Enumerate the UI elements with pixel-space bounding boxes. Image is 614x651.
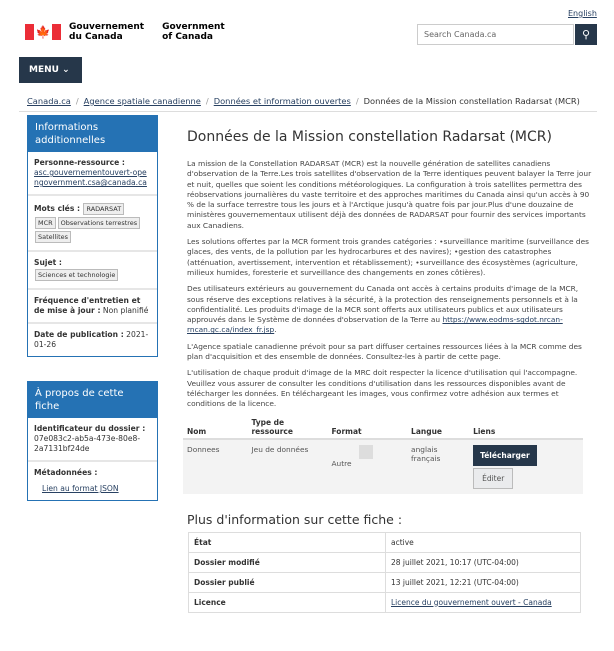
breadcrumb-current: Données de la Mission constellation Radarsat (MCR): [363, 96, 580, 106]
language-toggle-link[interactable]: English: [568, 9, 597, 18]
col-header: Format: [327, 416, 407, 439]
pubdate-label: Date de publication :: [34, 330, 124, 339]
resource-format: Autre: [327, 439, 407, 494]
record-id: 07e083c2-ab5a-473e-80e8-2a7131bf24de: [34, 434, 141, 453]
keyword-tag[interactable]: RADARSAT: [83, 203, 124, 215]
col-header: Liens: [469, 416, 583, 439]
keywords-label: Mots clés :: [34, 204, 81, 213]
resource-type: Jeu de données: [247, 439, 327, 494]
eodms-link[interactable]: https://www.eodms-sgdot.nrcan-rncan.gc.ca/index_fr.jsp: [187, 315, 563, 335]
breadcrumb-canada[interactable]: Canada.ca: [27, 96, 71, 106]
search-input[interactable]: Search Canada.ca: [417, 24, 574, 45]
table-row: Licence Licence du gouvernement ouvert - Canada: [189, 592, 581, 612]
table-row: État active: [189, 532, 581, 552]
panel-title: À propos de cette fiche: [28, 382, 157, 418]
contact-label: Personne-ressource :: [34, 158, 125, 167]
table-row: Dossier publié 13 juillet 2021, 12:21 (UTC-04:00): [189, 572, 581, 592]
paragraph: L'utilisation de chaque produit d'image de la MRC doit respecter la licence d'utilisation qui l'accompagne. Veuillez vous assurer de consulter les conditions d'utilisation dans les ressources disponibles avant de télécharger les données. En téléchargeant les images, vous confirmez votre adhésion aux termes et conditions de la licence.: [187, 368, 578, 409]
menu-label: MENU: [29, 65, 59, 75]
menu-button[interactable]: [19, 57, 82, 83]
signature-en: Government of Canada: [162, 22, 225, 42]
canada-flag-icon: 🍁: [25, 24, 61, 40]
keyword-tag[interactable]: Observations terrestres: [58, 217, 141, 229]
paragraph: L'Agence spatiale canadienne prévoit pour sa part diffuser certaines ressources liées à la MCR comme des plan d'acquisition et des ensemble de données. Consultez-les à partir de cette page.: [187, 341, 582, 362]
about-record-panel: [27, 381, 158, 501]
search-icon: ⚲: [581, 28, 591, 41]
additional-info-panel: [27, 115, 158, 357]
resource-name: Donnees: [183, 439, 247, 494]
resource-language: anglais français: [407, 439, 469, 494]
col-header: Langue: [407, 416, 469, 439]
pubdate-value: 2021-01-26: [34, 330, 149, 349]
file-icon: [359, 445, 373, 459]
metadata-label: Métadonnées :: [34, 468, 98, 477]
table-row: Dossier modifié 28 juillet 2021, 10:17 (UTC-04:00): [189, 552, 581, 572]
search-button[interactable]: [575, 24, 597, 45]
divider: [19, 111, 597, 112]
frequency-label: Fréquence d'entretien et de mise à jour :: [34, 296, 141, 315]
id-label: Identificateur du dossier :: [34, 424, 146, 433]
json-link[interactable]: Lien au format JSON: [42, 484, 119, 493]
subject-tag[interactable]: Sciences et technologie: [35, 269, 118, 281]
keyword-tag[interactable]: MCR: [35, 217, 56, 229]
gc-signature[interactable]: [25, 22, 235, 42]
frequency-value: Non planifié: [102, 306, 149, 315]
keyword-tag[interactable]: Satellites: [35, 231, 71, 243]
subject-label: Sujet :: [34, 258, 62, 267]
breadcrumb-open-data[interactable]: Données et information ouvertes: [213, 96, 351, 106]
page-title: Données de la Mission constellation Radarsat (MCR): [187, 129, 552, 145]
breadcrumb: Canada.ca / Agence spatiale canadienne / Données et information ouvertes / Données de la Mission constellation Radarsat (MCR): [27, 96, 580, 106]
record-info-table: [188, 532, 581, 613]
col-header: Type de ressource: [247, 416, 327, 439]
col-header: Nom: [183, 416, 247, 439]
table-row: [183, 439, 583, 494]
panel-title: Informations additionnelles: [28, 116, 157, 152]
paragraph: La mission de la Constellation RADARSAT (MCR) est la nouvelle génération de satellites canadiens d'observation de la Terre.Les trois satellites d'observation de la Terre identiques peuvent balayer la Terre jour et nuit, quelles que soient les conditions météorologiques. La configuration à trois satellites permettra des réobservations journalières du vaste territoire et des approches maritimes du Canada ainsi qu'un accès à 90 % de la surface terrestre tous les jours et à l'Arctique jusqu'à quatre fois par jour.Plus d'une douzaine de ministères gouvernementaux utilisent déjà des données de RADARSAT pour fournir des services importants aux Canadiens.: [187, 159, 592, 230]
main-content: [187, 129, 597, 613]
signature-fr: Gouvernement du Canada: [69, 22, 145, 42]
resources-table: [183, 416, 583, 494]
download-button[interactable]: Télécharger: [473, 445, 537, 466]
edit-button[interactable]: Éditer: [473, 468, 513, 489]
paragraph: Les solutions offertes par la MCR forment trois grandes catégories : •surveillance maritime (surveillance des glaces, des vents, de la pollution par les hydrocarbures et des navires); •gestion des catastrophes (atténuation, avertissement, intervention et rétablissement); •surveillance des écosystèmes (agriculture, milieux humides, foresterie et surveillance des changements en zones côtières).: [187, 237, 590, 277]
more-info-heading: Plus d'information sur cette fiche :: [187, 511, 403, 527]
licence-link[interactable]: Licence du gouvernement ouvert - Canada: [391, 597, 552, 607]
breadcrumb-asc[interactable]: Agence spatiale canadienne: [83, 96, 201, 106]
contact-email-link[interactable]: asc.gouvernementouvert-opengovernment.csa@canada.ca: [34, 168, 147, 187]
chevron-down-icon: ⌄: [62, 65, 70, 75]
paragraph: Des utilisateurs extérieurs au gouvernement du Canada ont accès à certains produits d'image de la MCR, sous réserve des exceptions relatives à la sécurité, à la protection des renseignements personnels et à la confidentialité. Les produits d'image de la MCR sont offerts aux utilisateurs publics et aux utilisateurs approuvés dans le Système de données d'observation de la Terre au https://www.eodms-sgdot.nrcan-rncan.gc.ca/index_fr.jsp.: [187, 284, 579, 335]
